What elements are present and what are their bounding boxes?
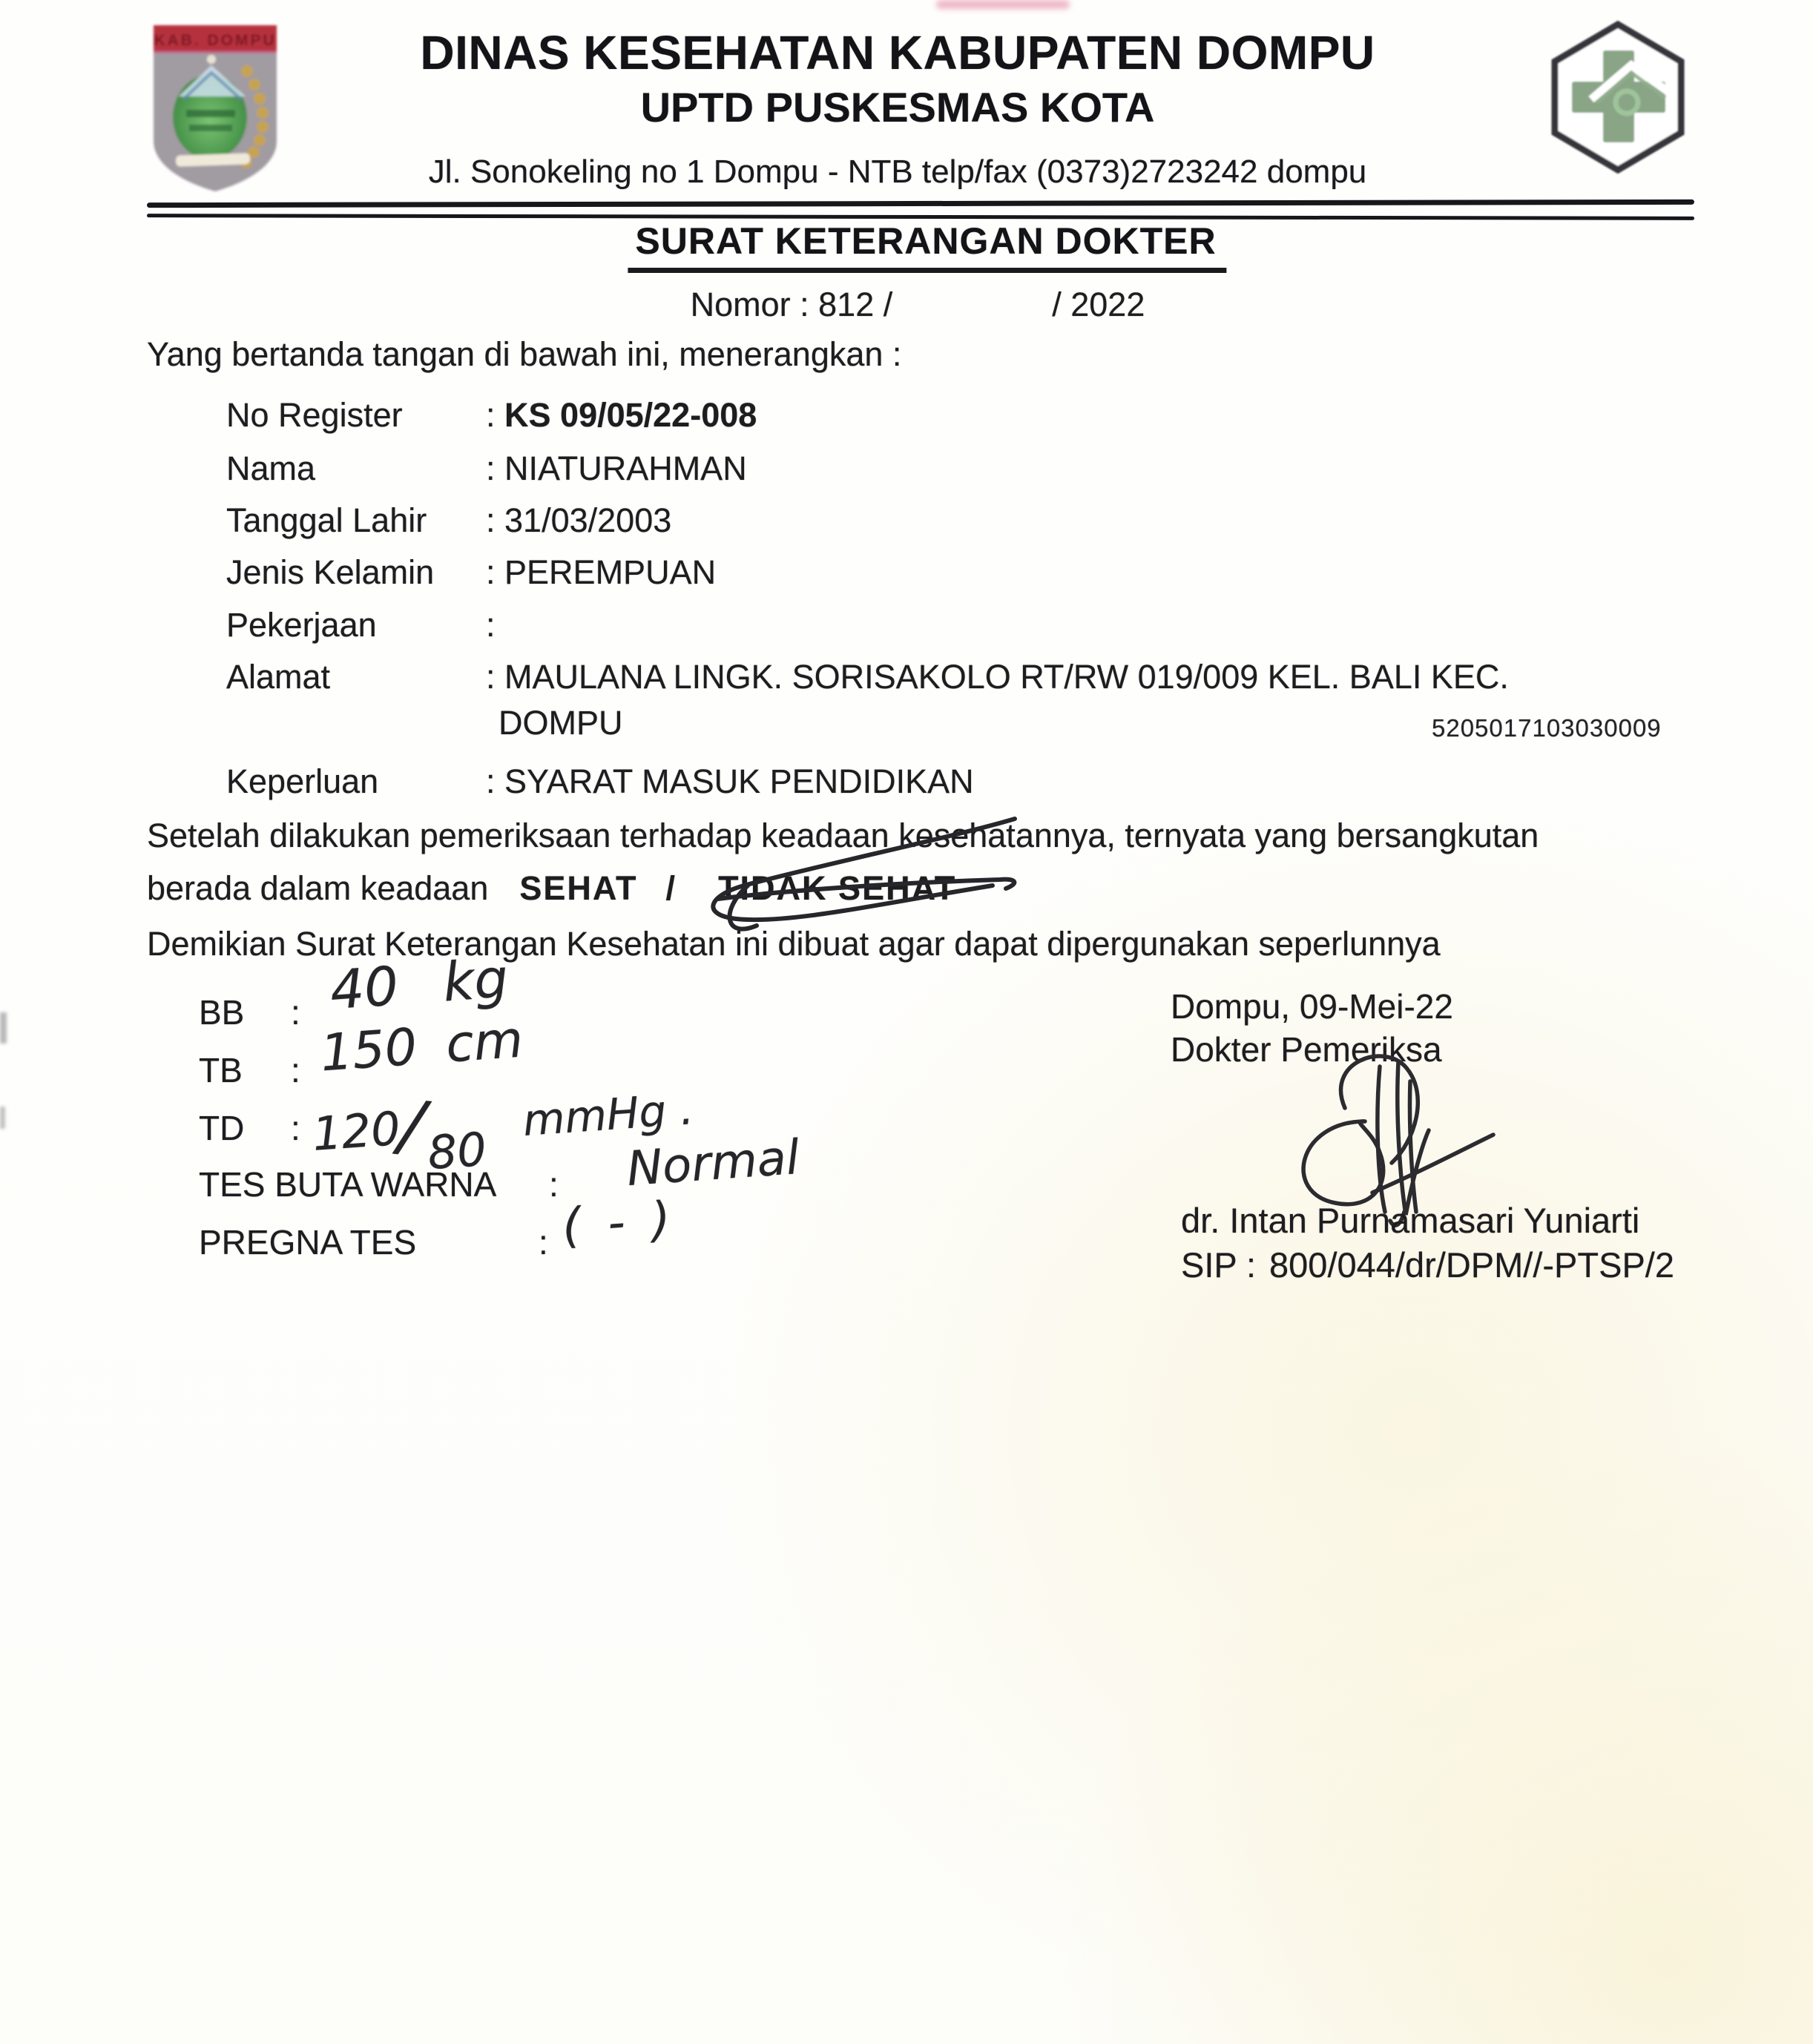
colon: :: [486, 762, 496, 800]
emblem-star: [207, 55, 216, 64]
colon: :: [291, 993, 300, 1032]
nomor-blank: [892, 286, 1052, 324]
handwritten-bb-value: 40 kg: [328, 946, 510, 1022]
sip-value: 800/044/dr/DPM//-PTSP/2: [1269, 1245, 1674, 1285]
handwritten-color-blind-test: Normal: [625, 1130, 801, 1198]
handwritten-tb-value: 150 cm: [318, 1010, 525, 1084]
td-unit: mmHg .: [521, 1084, 696, 1147]
label-tb: TB: [199, 1051, 243, 1089]
place-date: Dompu, 09-Mei-22: [1171, 987, 1453, 1026]
row-alamat: [226, 658, 1509, 696]
letterhead-address: Jl. Sonokeling no 1 Dompu - NTB telp/fax (0373)2723242 dompu: [428, 154, 1367, 190]
row-nama: [226, 449, 747, 488]
alamat-line2: DOMPU: [499, 704, 623, 742]
handwritten-pregnancy-test: ( - ): [560, 1191, 679, 1255]
letterhead-text-block: [319, 25, 1476, 191]
closing-line: Demikian Surat Keterangan Kesehatan ini dibuat agar dapat dipergunakan seperlunnya: [147, 925, 1441, 963]
colon: :: [539, 1223, 548, 1262]
field-value: PEREMPUAN: [504, 553, 717, 591]
field-value: SYARAT MASUK PENDIDIKAN: [504, 762, 974, 800]
unit-name: UPTD PUSKESMAS KOTA: [640, 84, 1155, 131]
examiner-label: Dokter Pemeriksa: [1171, 1030, 1442, 1069]
field-label: Alamat: [226, 658, 331, 696]
label-pregna-tes: PREGNA TES: [199, 1223, 417, 1262]
field-label: Nama: [226, 449, 316, 487]
puskesmas-logo: [1550, 19, 1686, 175]
document-title-text: SURAT KETERANGAN DOKTER: [628, 220, 1226, 273]
sip-label: SIP :: [1181, 1245, 1257, 1285]
letterhead-rule-top: [147, 200, 1694, 208]
field-label: Keperluan: [226, 762, 379, 800]
statement-line2: [147, 869, 956, 908]
field-value: KS 09/05/22-008: [504, 396, 757, 434]
field-label: No Register: [226, 396, 403, 434]
row-keperluan: [226, 762, 974, 801]
colon: :: [549, 1165, 559, 1204]
scan-red-smudge: [936, 0, 1070, 9]
row-pekerjaan: [226, 606, 496, 644]
label-bb: BB: [199, 993, 245, 1032]
option-sehat: SEHAT: [519, 869, 638, 907]
nomor-prefix: Nomor : 812 /: [690, 286, 893, 323]
sip-line: [1181, 1244, 1674, 1285]
colon: :: [291, 1109, 300, 1147]
colon: :: [486, 396, 496, 434]
option-separator: /: [665, 869, 676, 907]
kab-dompu-emblem: [148, 22, 283, 194]
statement-line1: Setelah dilakukan pemeriksaan terhadap keadaan kesehatannya, ternyata yang bersangkutan: [147, 817, 1539, 854]
colon: :: [486, 449, 496, 487]
field-label: Tanggal Lahir: [226, 501, 427, 539]
document-title: [628, 220, 1226, 263]
scan-edge-speck: [0, 1012, 7, 1044]
colon: :: [486, 553, 496, 591]
statement-prefix: berada dalam keadaan: [147, 869, 489, 907]
td-systolic: 120: [310, 1101, 402, 1161]
field-value: NIATURAHMAN: [504, 449, 747, 487]
td-diastolic: 80: [426, 1121, 489, 1181]
scan-edge-speck: [0, 1107, 5, 1129]
colon: :: [486, 501, 496, 539]
td-slash: /: [396, 1085, 428, 1167]
field-label: Pekerjaan: [226, 606, 377, 644]
colon: :: [291, 1051, 300, 1089]
colon: :: [486, 658, 496, 696]
nomor-year: / 2022: [1052, 286, 1145, 323]
label-tes-buta-warna: TES BUTA WARNA: [199, 1165, 497, 1204]
option-tidak-sehat: TIDAK SEHAT: [718, 869, 956, 908]
row-no-register: [226, 396, 757, 435]
nik-number: 5205017103030009: [1432, 714, 1662, 742]
emblem-banner-text: KAB. DOMPU: [154, 32, 277, 49]
document-number-line: [691, 286, 1145, 324]
label-td: TD: [199, 1109, 245, 1147]
field-label: Jenis Kelamin: [226, 553, 435, 591]
colon: :: [486, 606, 496, 644]
doctor-name: dr. Intan Purnamasari Yuniarti: [1181, 1201, 1640, 1240]
intro-line: Yang bertanda tangan di bawah ini, menerangkan :: [147, 335, 902, 373]
row-tanggal-lahir: [226, 501, 671, 540]
row-jenis-kelamin: [226, 553, 716, 592]
agency-name: DINAS KESEHATAN KABUPATEN DOMPU: [420, 26, 1375, 79]
field-value: MAULANA LINGK. SORISAKOLO RT/RW 019/009 KEL. BALI KEC.: [504, 658, 1509, 696]
field-value: 31/03/2003: [504, 501, 672, 539]
